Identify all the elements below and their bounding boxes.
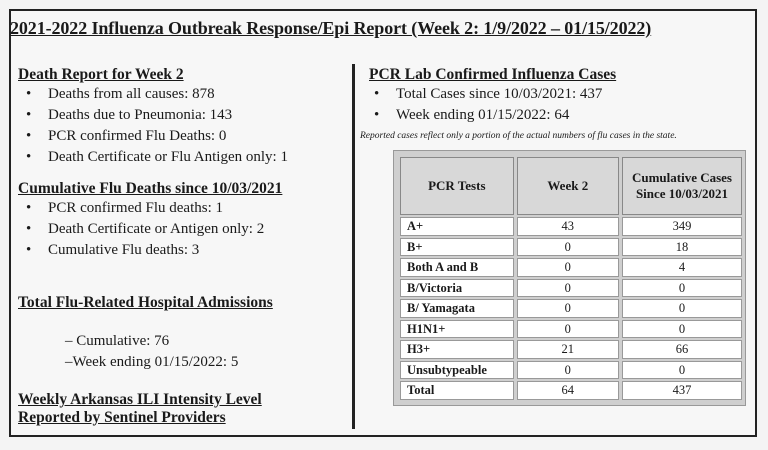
death-report-heading: Death Report for Week 2 bbox=[18, 66, 184, 83]
table-cell: 4 bbox=[622, 258, 742, 277]
right-column bbox=[360, 66, 750, 141]
table-row bbox=[400, 217, 742, 236]
table-cell: 0 bbox=[517, 238, 619, 257]
table-cell: A+ bbox=[400, 217, 514, 236]
table-row bbox=[400, 361, 742, 380]
column-divider bbox=[352, 64, 355, 429]
table-cell: H3+ bbox=[400, 340, 514, 359]
table-cell: 437 bbox=[622, 381, 742, 400]
list-item: • PCR confirmed Flu deaths: 1 bbox=[48, 198, 348, 219]
table-row bbox=[400, 299, 742, 318]
list-item: • Death Certificate or Antigen only: 2 bbox=[48, 219, 348, 240]
table-row bbox=[400, 238, 742, 257]
table-total-row bbox=[400, 381, 742, 400]
table-cell: Unsubtypeable bbox=[400, 361, 514, 380]
table-cell: 66 bbox=[622, 340, 742, 359]
table-cell: 0 bbox=[517, 279, 619, 298]
column-header: PCR Tests bbox=[400, 157, 514, 215]
table-cell: 0 bbox=[517, 299, 619, 318]
pcr-note: Reported cases reflect only a portion of the actual numbers of flu cases in the state. bbox=[360, 131, 677, 141]
list-item: • Week ending 01/15/2022: 64 bbox=[396, 105, 750, 126]
report-title: 2021-2022 Influenza Outbreak Response/Epi Report (Week 2: 1/9/2022 – 01/15/2022) bbox=[10, 18, 652, 38]
table-cell: Both A and B bbox=[400, 258, 514, 277]
table-cell: 0 bbox=[622, 361, 742, 380]
list-item: • Deaths due to Pneumonia: 143 bbox=[48, 105, 348, 126]
hospital-week: –Week ending 01/15/2022: 5 bbox=[65, 354, 239, 370]
list-item: • Death Certificate or Flu Antigen only: 1 bbox=[48, 147, 348, 168]
table-cell: 349 bbox=[622, 217, 742, 236]
table-row bbox=[400, 279, 742, 298]
table-cell: 0 bbox=[517, 258, 619, 277]
cumulative-deaths-heading: Cumulative Flu Deaths since 10/03/2021 bbox=[18, 180, 283, 197]
pcr-table bbox=[397, 155, 745, 402]
table-cell: 18 bbox=[622, 238, 742, 257]
table-header-row bbox=[400, 157, 742, 215]
hospital-heading: Total Flu-Related Hospital Admissions bbox=[18, 294, 273, 311]
hospital-cumulative: – Cumulative: 76 bbox=[65, 333, 170, 349]
table-cell: 21 bbox=[517, 340, 619, 359]
death-report-list bbox=[18, 84, 348, 168]
list-item: • Cumulative Flu deaths: 3 bbox=[48, 240, 348, 261]
table-row bbox=[400, 340, 742, 359]
table-cell: 0 bbox=[622, 320, 742, 339]
table-row bbox=[400, 320, 742, 339]
pcr-heading: PCR Lab Confirmed Influenza Cases bbox=[369, 66, 617, 83]
pcr-table-container bbox=[393, 150, 746, 406]
table-row bbox=[400, 258, 742, 277]
ili-heading-line1: Weekly Arkansas ILI Intensity Level bbox=[18, 391, 262, 408]
list-item: • Deaths from all causes: 878 bbox=[48, 84, 348, 105]
column-header: Cumulative Cases Since 10/03/2021 bbox=[622, 157, 742, 215]
table-cell: 0 bbox=[622, 299, 742, 318]
table-cell: B/Victoria bbox=[400, 279, 514, 298]
table-cell: 64 bbox=[517, 381, 619, 400]
left-column bbox=[18, 66, 348, 427]
list-item: • PCR confirmed Flu Deaths: 0 bbox=[48, 126, 348, 147]
table-cell: Total bbox=[400, 381, 514, 400]
table-cell: 0 bbox=[622, 279, 742, 298]
ili-heading-line2: Reported by Sentinel Providers bbox=[18, 409, 226, 426]
list-item: • Total Cases since 10/03/2021: 437 bbox=[396, 84, 750, 105]
cumulative-deaths-list bbox=[18, 198, 348, 261]
table-cell: 0 bbox=[517, 320, 619, 339]
column-header: Week 2 bbox=[517, 157, 619, 215]
table-cell: B/ Yamagata bbox=[400, 299, 514, 318]
table-cell: 0 bbox=[517, 361, 619, 380]
table-cell: 43 bbox=[517, 217, 619, 236]
table-cell: H1N1+ bbox=[400, 320, 514, 339]
table-cell: B+ bbox=[400, 238, 514, 257]
pcr-list bbox=[360, 84, 750, 126]
